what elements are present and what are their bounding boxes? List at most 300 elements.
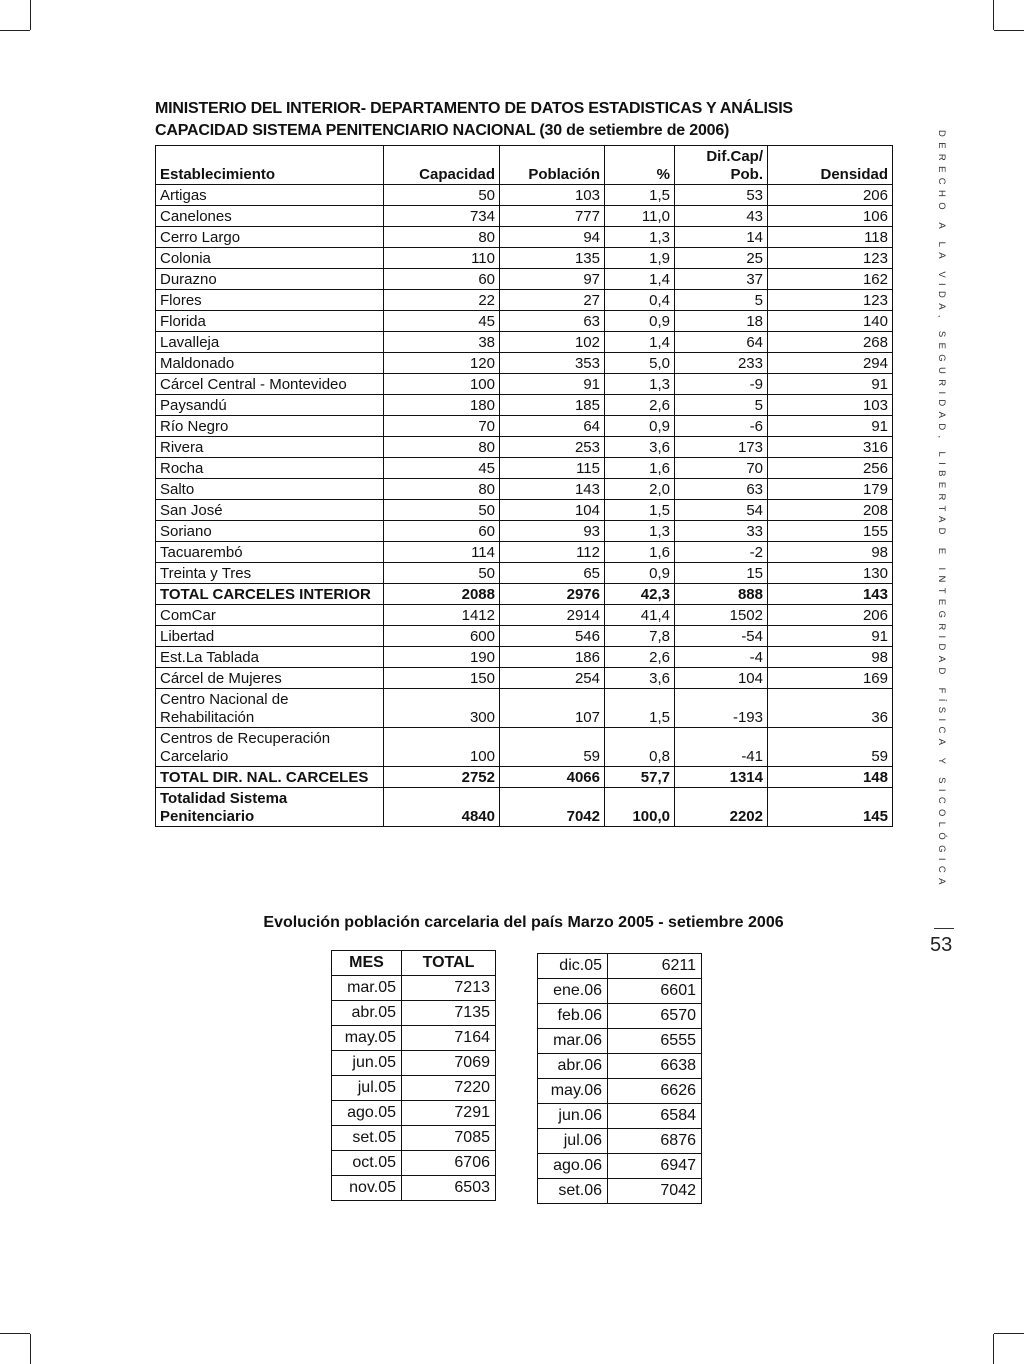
- establecimiento-name: Lavalleja: [160, 334, 220, 351]
- cell-establecimiento: [156, 767, 384, 788]
- cell-total: 6638: [608, 1054, 702, 1079]
- monthly-row: [538, 1004, 702, 1029]
- cell-total: 7135: [402, 1001, 496, 1026]
- cell-capacidad: 80: [384, 479, 500, 500]
- header-capacidad: Capacidad: [384, 146, 500, 185]
- monthly-table-left-body: [332, 976, 496, 1201]
- cell-porcentaje: 0,9: [605, 416, 675, 437]
- cell-densidad: 206: [768, 605, 893, 626]
- cell-establecimiento: [156, 479, 384, 500]
- cell-establecimiento: [156, 647, 384, 668]
- header-mes: MES: [332, 951, 402, 976]
- capacity-table: [155, 145, 893, 827]
- table-row: [156, 647, 893, 668]
- cell-difcap: 14: [675, 227, 768, 248]
- cell-capacidad: 45: [384, 458, 500, 479]
- cell-difcap: 173: [675, 437, 768, 458]
- cell-capacidad: 50: [384, 185, 500, 206]
- table-row: [156, 416, 893, 437]
- cell-poblacion: 112: [500, 542, 605, 563]
- cell-establecimiento: [156, 668, 384, 689]
- cell-mes: nov.05: [332, 1176, 402, 1201]
- cell-mes: set.05: [332, 1126, 402, 1151]
- cell-poblacion: 107: [500, 689, 605, 728]
- cell-total: 7164: [402, 1026, 496, 1051]
- cell-mes: abr.06: [538, 1054, 608, 1079]
- cell-densidad: 179: [768, 479, 893, 500]
- cell-poblacion: 7042: [500, 788, 605, 827]
- table-row: [156, 395, 893, 416]
- table-row: [156, 311, 893, 332]
- establecimiento-name: Salto: [160, 481, 195, 498]
- cell-total: 6211: [608, 954, 702, 979]
- cell-total: 7291: [402, 1101, 496, 1126]
- crop-mark-bottom-left-h: [0, 1333, 30, 1334]
- monthly-row: [332, 1076, 496, 1101]
- cell-poblacion: 97: [500, 269, 605, 290]
- cell-poblacion: 353: [500, 353, 605, 374]
- establecimiento-name: Paysandú: [160, 397, 227, 414]
- cell-porcentaje: 1,5: [605, 500, 675, 521]
- cell-mes: jul.05: [332, 1076, 402, 1101]
- cell-establecimiento: [156, 227, 384, 248]
- establecimiento-name: Cárcel de Mujeres: [160, 670, 282, 687]
- establecimiento-name: Río Negro: [160, 418, 229, 435]
- cell-poblacion: 94: [500, 227, 605, 248]
- establecimiento-name: Soriano: [160, 523, 212, 540]
- cell-establecimiento: [156, 269, 384, 290]
- table-row: [156, 374, 893, 395]
- cell-difcap: 64: [675, 332, 768, 353]
- cell-establecimiento: [156, 542, 384, 563]
- cell-establecimiento: [156, 185, 384, 206]
- table-row: [156, 227, 893, 248]
- cell-difcap: -4: [675, 647, 768, 668]
- cell-total: 7069: [402, 1051, 496, 1076]
- cell-porcentaje: 2,0: [605, 479, 675, 500]
- cell-porcentaje: 0,9: [605, 563, 675, 584]
- cell-mes: jul.06: [538, 1129, 608, 1154]
- table-row-total: [156, 767, 893, 788]
- monthly-row: [332, 1176, 496, 1201]
- cell-porcentaje: 3,6: [605, 437, 675, 458]
- cell-mes: may.05: [332, 1026, 402, 1051]
- crop-mark-top-left-h: [0, 30, 30, 31]
- establecimiento-name: Colonia: [160, 250, 211, 267]
- establecimiento-name: Canelones: [160, 208, 232, 225]
- cell-mes: mar.06: [538, 1029, 608, 1054]
- establecimiento-name: Artigas: [160, 187, 207, 204]
- cell-establecimiento: [156, 563, 384, 584]
- cell-mes: oct.05: [332, 1151, 402, 1176]
- cell-total: 7220: [402, 1076, 496, 1101]
- header-densidad: Densidad: [768, 146, 893, 185]
- table-row-total: [156, 788, 893, 827]
- cell-porcentaje: 1,5: [605, 689, 675, 728]
- cell-poblacion: 93: [500, 521, 605, 542]
- cell-porcentaje: 11,0: [605, 206, 675, 227]
- table-row: [156, 689, 893, 728]
- cell-porcentaje: 5,0: [605, 353, 675, 374]
- cell-establecimiento: [156, 374, 384, 395]
- cell-poblacion: 104: [500, 500, 605, 521]
- monthly-row: [538, 1104, 702, 1129]
- cell-difcap: -41: [675, 728, 768, 767]
- side-running-text-label: DERECHO A LA VIDA, SEGURIDAD, LIBERTAD E INTEGRIDAD FÍSICA Y SICOLÓGICA: [936, 130, 947, 890]
- cell-capacidad: 120: [384, 353, 500, 374]
- monthly-row: [538, 1079, 702, 1104]
- cell-establecimiento: [156, 728, 384, 767]
- cell-poblacion: 4066: [500, 767, 605, 788]
- cell-establecimiento: [156, 437, 384, 458]
- cell-poblacion: 186: [500, 647, 605, 668]
- cell-poblacion: 2914: [500, 605, 605, 626]
- cell-poblacion: 143: [500, 479, 605, 500]
- monthly-row: [538, 1054, 702, 1079]
- cell-capacidad: 80: [384, 227, 500, 248]
- cell-porcentaje: 0,9: [605, 311, 675, 332]
- monthly-row: [538, 1154, 702, 1179]
- monthly-row: [332, 976, 496, 1001]
- table-row: [156, 605, 893, 626]
- establecimiento-name: Durazno: [160, 271, 217, 288]
- cell-densidad: 162: [768, 269, 893, 290]
- monthly-row: [332, 1026, 496, 1051]
- cell-capacidad: 4840: [384, 788, 500, 827]
- evolution-title: Evolución población carcelaria del país Marzo 2005 - setiembre 2006: [263, 914, 784, 931]
- establecimiento-name: TOTAL CARCELES INTERIOR: [160, 586, 371, 603]
- cell-mes: ago.05: [332, 1101, 402, 1126]
- establecimiento-name-line-2: Carcelario: [160, 748, 229, 765]
- cell-densidad: 148: [768, 767, 893, 788]
- cell-establecimiento: [156, 206, 384, 227]
- table-row: [156, 332, 893, 353]
- cell-total: 6584: [608, 1104, 702, 1129]
- cell-mes: ene.06: [538, 979, 608, 1004]
- cell-poblacion: 103: [500, 185, 605, 206]
- cell-poblacion: 27: [500, 290, 605, 311]
- cell-poblacion: 135: [500, 248, 605, 269]
- establecimiento-name-line-2: Penitenciario: [160, 808, 255, 825]
- table-row: [156, 353, 893, 374]
- cell-poblacion: 102: [500, 332, 605, 353]
- capacity-table-body: [156, 185, 893, 827]
- establecimiento-name: Florida: [160, 313, 206, 330]
- establecimiento-name: Cerro Largo: [160, 229, 241, 246]
- cell-porcentaje: 1,3: [605, 374, 675, 395]
- table-row: [156, 500, 893, 521]
- cell-capacidad: 45: [384, 311, 500, 332]
- cell-mes: abr.05: [332, 1001, 402, 1026]
- monthly-row: [538, 1129, 702, 1154]
- cell-establecimiento: [156, 605, 384, 626]
- table-row-total: [156, 584, 893, 605]
- cell-establecimiento: [156, 584, 384, 605]
- cell-establecimiento: [156, 311, 384, 332]
- page-number-rule: [934, 928, 954, 929]
- cell-difcap: 18: [675, 311, 768, 332]
- cell-total: 7213: [402, 976, 496, 1001]
- header-difcap: [675, 146, 768, 185]
- cell-mes: set.06: [538, 1179, 608, 1204]
- cell-porcentaje: 1,6: [605, 542, 675, 563]
- cell-capacidad: 60: [384, 269, 500, 290]
- header-total: TOTAL: [402, 951, 496, 976]
- cell-densidad: 91: [768, 416, 893, 437]
- cell-difcap: -54: [675, 626, 768, 647]
- cell-porcentaje: 3,6: [605, 668, 675, 689]
- cell-poblacion: 254: [500, 668, 605, 689]
- header-establecimiento: Establecimiento: [156, 146, 384, 185]
- cell-mes: dic.05: [538, 954, 608, 979]
- cell-capacidad: 50: [384, 500, 500, 521]
- cell-capacidad: 734: [384, 206, 500, 227]
- cell-difcap: 53: [675, 185, 768, 206]
- cell-capacidad: 50: [384, 563, 500, 584]
- monthly-table-right-body: [538, 954, 702, 1204]
- cell-densidad: 91: [768, 626, 893, 647]
- establecimiento-name: Treinta y Tres: [160, 565, 252, 582]
- establecimiento-name: Rivera: [160, 439, 204, 456]
- cell-capacidad: 110: [384, 248, 500, 269]
- cell-poblacion: 115: [500, 458, 605, 479]
- cell-poblacion: 777: [500, 206, 605, 227]
- cell-densidad: 268: [768, 332, 893, 353]
- cell-difcap: -193: [675, 689, 768, 728]
- header-porcentaje: %: [605, 146, 675, 185]
- cell-difcap: 104: [675, 668, 768, 689]
- cell-porcentaje: 1,4: [605, 332, 675, 353]
- monthly-row: [332, 1051, 496, 1076]
- cell-difcap: 37: [675, 269, 768, 290]
- monthly-row: [538, 1029, 702, 1054]
- crop-mark-top-right-h: [994, 30, 1024, 31]
- table-row: [156, 626, 893, 647]
- cell-capacidad: 300: [384, 689, 500, 728]
- cell-difcap: 5: [675, 290, 768, 311]
- establecimiento-name: Maldonado: [160, 355, 235, 372]
- cell-porcentaje: 42,3: [605, 584, 675, 605]
- cell-porcentaje: 7,8: [605, 626, 675, 647]
- cell-establecimiento: [156, 788, 384, 827]
- side-running-text: [935, 130, 951, 895]
- cell-densidad: 103: [768, 395, 893, 416]
- header-poblacion: Población: [500, 146, 605, 185]
- cell-densidad: 106: [768, 206, 893, 227]
- cell-total: 6706: [402, 1151, 496, 1176]
- cell-capacidad: 38: [384, 332, 500, 353]
- header-difcap-line-1: Dif.Cap/: [706, 148, 763, 165]
- cell-difcap: 15: [675, 563, 768, 584]
- establecimiento-name: Centro Nacional de: [160, 691, 289, 708]
- cell-mes: ago.06: [538, 1154, 608, 1179]
- cell-capacidad: 22: [384, 290, 500, 311]
- monthly-row: [538, 1179, 702, 1204]
- cell-poblacion: 546: [500, 626, 605, 647]
- establecimiento-name: Libertad: [160, 628, 215, 645]
- cell-porcentaje: 1,3: [605, 227, 675, 248]
- monthly-row: [332, 1151, 496, 1176]
- cell-porcentaje: 0,8: [605, 728, 675, 767]
- cell-total: 6570: [608, 1004, 702, 1029]
- establecimiento-name: ComCar: [160, 607, 216, 624]
- table-row: [156, 206, 893, 227]
- cell-densidad: 155: [768, 521, 893, 542]
- cell-establecimiento: [156, 521, 384, 542]
- cell-establecimiento: [156, 416, 384, 437]
- cell-densidad: 123: [768, 248, 893, 269]
- cell-mes: jun.06: [538, 1104, 608, 1129]
- cell-difcap: 63: [675, 479, 768, 500]
- establecimiento-name: Est.La Tablada: [160, 649, 259, 666]
- cell-capacidad: 150: [384, 668, 500, 689]
- cell-total: 6626: [608, 1079, 702, 1104]
- crop-mark-bottom-left-v: [30, 1334, 31, 1364]
- cell-densidad: 316: [768, 437, 893, 458]
- table-row: [156, 248, 893, 269]
- cell-porcentaje: 1,6: [605, 458, 675, 479]
- document-title-line-2: CAPACIDAD SISTEMA PENITENCIARIO NACIONAL (30 de setiembre de 2006): [155, 122, 730, 139]
- establecimiento-name: TOTAL DIR. NAL. CARCELES: [160, 769, 369, 786]
- cell-difcap: -9: [675, 374, 768, 395]
- cell-capacidad: 190: [384, 647, 500, 668]
- cell-difcap: 43: [675, 206, 768, 227]
- crop-mark-top-right-v: [993, 0, 994, 30]
- cell-capacidad: 600: [384, 626, 500, 647]
- cell-densidad: 169: [768, 668, 893, 689]
- table-row: [156, 479, 893, 500]
- establecimiento-name: San José: [160, 502, 223, 519]
- establecimiento-name: Rocha: [160, 460, 204, 477]
- table-row: [156, 269, 893, 290]
- establecimiento-name: Tacuarembó: [160, 544, 243, 561]
- cell-total: 6601: [608, 979, 702, 1004]
- cell-poblacion: 59: [500, 728, 605, 767]
- cell-capacidad: 180: [384, 395, 500, 416]
- cell-capacidad: 100: [384, 728, 500, 767]
- cell-establecimiento: [156, 248, 384, 269]
- cell-establecimiento: [156, 626, 384, 647]
- cell-porcentaje: 1,4: [605, 269, 675, 290]
- cell-establecimiento: [156, 689, 384, 728]
- cell-poblacion: 64: [500, 416, 605, 437]
- crop-mark-top-left-v: [30, 0, 31, 30]
- cell-establecimiento: [156, 500, 384, 521]
- cell-difcap: 25: [675, 248, 768, 269]
- cell-difcap: 1502: [675, 605, 768, 626]
- cell-densidad: 208: [768, 500, 893, 521]
- monthly-table-left: [331, 950, 496, 1201]
- cell-densidad: 143: [768, 584, 893, 605]
- monthly-row: [538, 954, 702, 979]
- header-difcap-line-2: Pob.: [730, 166, 763, 183]
- cell-capacidad: 1412: [384, 605, 500, 626]
- capacity-table-header: [156, 146, 893, 185]
- cell-poblacion: 91: [500, 374, 605, 395]
- monthly-row: [538, 979, 702, 1004]
- cell-porcentaje: 1,3: [605, 521, 675, 542]
- cell-establecimiento: [156, 290, 384, 311]
- monthly-table-right: [537, 953, 702, 1204]
- cell-capacidad: 100: [384, 374, 500, 395]
- cell-difcap: 5: [675, 395, 768, 416]
- cell-difcap: 1314: [675, 767, 768, 788]
- cell-difcap: -6: [675, 416, 768, 437]
- monthly-row: [332, 1101, 496, 1126]
- cell-densidad: 123: [768, 290, 893, 311]
- cell-porcentaje: 41,4: [605, 605, 675, 626]
- establecimiento-name: Centros de Recuperación: [160, 730, 331, 747]
- cell-total: 6947: [608, 1154, 702, 1179]
- cell-total: 6876: [608, 1129, 702, 1154]
- table-row: [156, 290, 893, 311]
- cell-capacidad: 60: [384, 521, 500, 542]
- table-row: [156, 458, 893, 479]
- table-row: [156, 563, 893, 584]
- table-row: [156, 728, 893, 767]
- crop-mark-bottom-right-h: [994, 1333, 1024, 1334]
- cell-densidad: 36: [768, 689, 893, 728]
- cell-mes: mar.05: [332, 976, 402, 1001]
- table-row: [156, 437, 893, 458]
- table-row: [156, 185, 893, 206]
- cell-difcap: 2202: [675, 788, 768, 827]
- cell-capacidad: 70: [384, 416, 500, 437]
- cell-difcap: 233: [675, 353, 768, 374]
- cell-porcentaje: 1,9: [605, 248, 675, 269]
- cell-poblacion: 185: [500, 395, 605, 416]
- cell-total: 7042: [608, 1179, 702, 1204]
- establecimiento-name: Flores: [160, 292, 202, 309]
- cell-densidad: 294: [768, 353, 893, 374]
- cell-establecimiento: [156, 332, 384, 353]
- cell-densidad: 98: [768, 647, 893, 668]
- cell-poblacion: 65: [500, 563, 605, 584]
- cell-difcap: 888: [675, 584, 768, 605]
- cell-densidad: 206: [768, 185, 893, 206]
- monthly-table-header: [332, 951, 496, 976]
- cell-densidad: 91: [768, 374, 893, 395]
- cell-porcentaje: 0,4: [605, 290, 675, 311]
- establecimiento-name: Totalidad Sistema: [160, 790, 288, 807]
- table-row: [156, 542, 893, 563]
- document-title-line-1: MINISTERIO DEL INTERIOR- DEPARTAMENTO DE DATOS ESTADISTICAS Y ANÁLISIS: [155, 100, 793, 117]
- cell-difcap: 70: [675, 458, 768, 479]
- cell-porcentaje: 2,6: [605, 647, 675, 668]
- cell-densidad: 118: [768, 227, 893, 248]
- cell-establecimiento: [156, 458, 384, 479]
- cell-total: 6555: [608, 1029, 702, 1054]
- table-row: [156, 668, 893, 689]
- crop-mark-bottom-right-v: [993, 1334, 994, 1364]
- cell-porcentaje: 57,7: [605, 767, 675, 788]
- cell-capacidad: 80: [384, 437, 500, 458]
- page-number: 53: [930, 934, 953, 956]
- cell-porcentaje: 2,6: [605, 395, 675, 416]
- cell-porcentaje: 1,5: [605, 185, 675, 206]
- table-row: [156, 521, 893, 542]
- cell-mes: jun.05: [332, 1051, 402, 1076]
- establecimiento-name-line-2: Rehabilitación: [160, 709, 255, 726]
- cell-densidad: 59: [768, 728, 893, 767]
- cell-densidad: 98: [768, 542, 893, 563]
- cell-poblacion: 2976: [500, 584, 605, 605]
- cell-difcap: 33: [675, 521, 768, 542]
- cell-total: 7085: [402, 1126, 496, 1151]
- cell-establecimiento: [156, 353, 384, 374]
- cell-capacidad: 2752: [384, 767, 500, 788]
- cell-densidad: 145: [768, 788, 893, 827]
